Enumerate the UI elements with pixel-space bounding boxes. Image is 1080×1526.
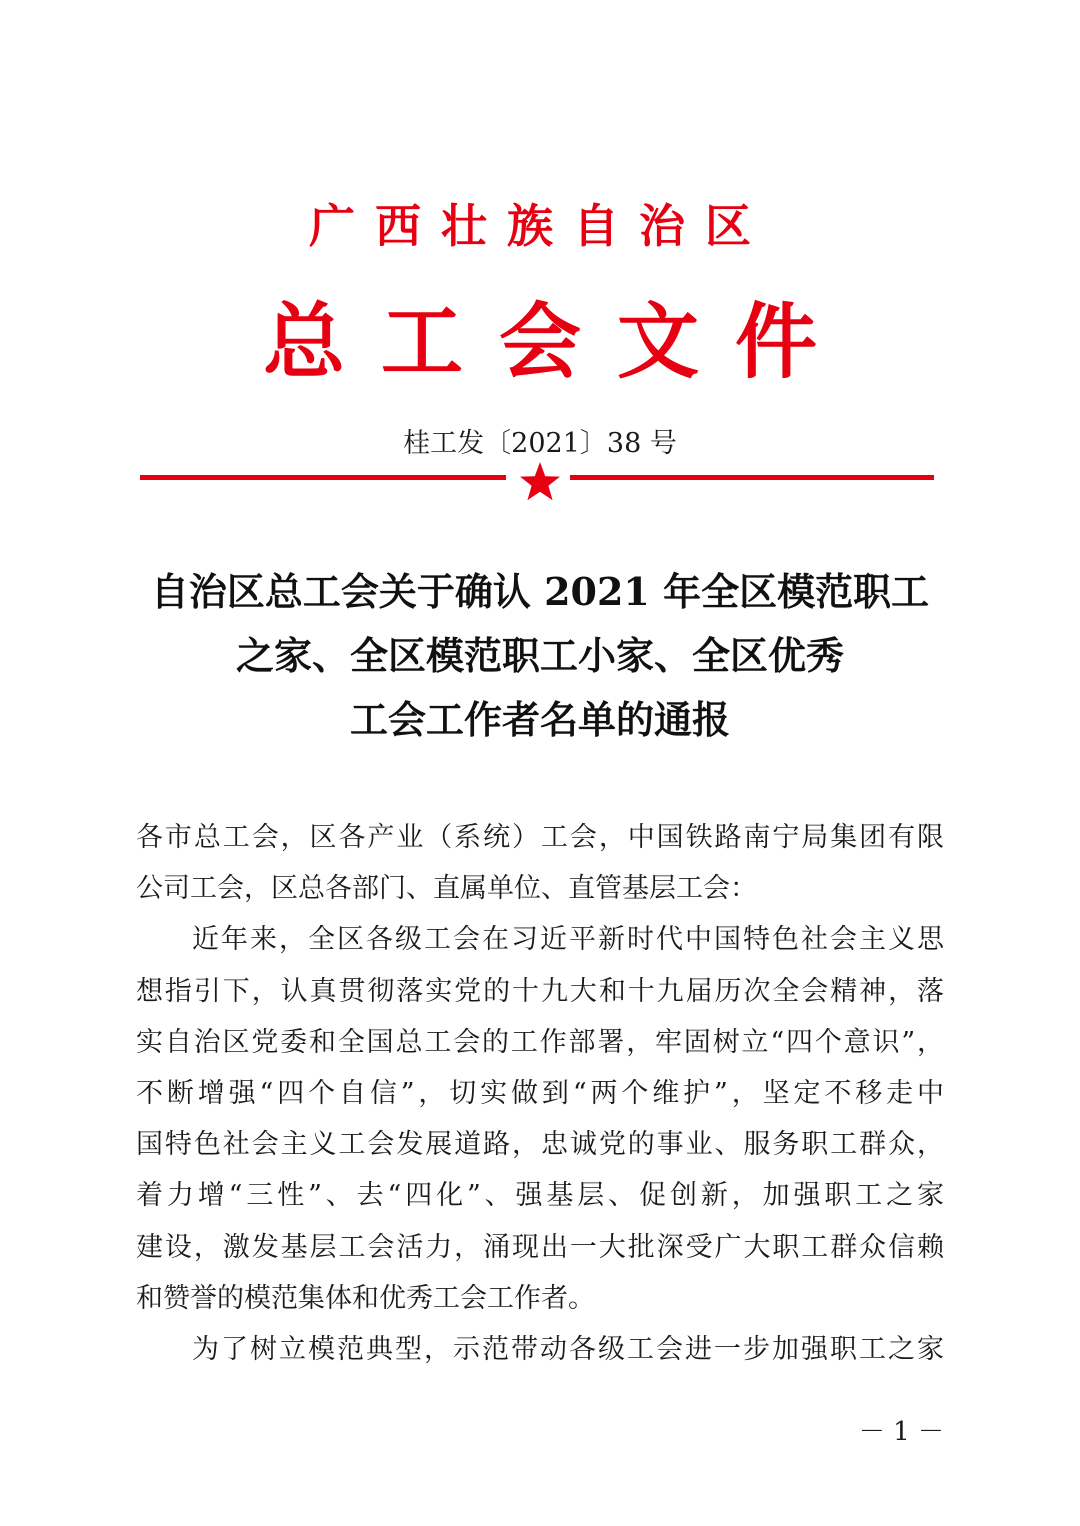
paragraph-line: 建设，激发基层工会活力，涌现出一大批深受广大职工群众信赖 <box>136 1231 944 1263</box>
title-line: 自治区总工会关于确认 2021 年全区模范职工 <box>150 569 930 614</box>
addressee-line: 公司工会，区总各部门、直属单位、直管基层工会： <box>136 873 757 905</box>
addressee-line: 各市总工会，区各产业（系统）工会，中国铁路南宁局集团有限 <box>136 822 944 853</box>
paragraph-line: 近年来，全区各级工会在习近平新时代中国特色社会主义思 <box>192 924 944 956</box>
paragraph-line: 实自治区党委和全国总工会的工作部署，牢固树立“四个意识”， <box>136 1026 944 1058</box>
page-number: － 1 － <box>858 1417 944 1447</box>
document-type: 总工会文件 <box>262 294 853 390</box>
paragraph-line: 为了树立模范典型，示范带动各级工会进一步加强职工之家 <box>192 1333 944 1365</box>
red-star-icon <box>518 460 562 504</box>
paragraph-line: 国特色社会主义工会发展道路，忠诚党的事业、服务职工群众， <box>136 1129 944 1161</box>
paragraph-line: 着力增“三性”、去“四化”、强基层、促创新，加强职工之家 <box>136 1180 944 1212</box>
paragraph-line: 想指引下，认真贯彻落实党的十九大和十九届历次全会精神，落 <box>136 975 944 1007</box>
document-number: 桂工发〔2021〕38 号 <box>403 428 677 459</box>
title-line: 工会工作者名单的通报 <box>349 697 730 742</box>
red-rule-left <box>140 475 506 480</box>
red-rule-right <box>570 475 934 480</box>
title-line: 之家、全区模范职工小家、全区优秀 <box>235 633 844 678</box>
paragraph-line: 和赞誉的模范集体和优秀工会工作者。 <box>136 1282 595 1314</box>
document-title <box>100 560 980 752</box>
issuer-name: 广西壮族自治区 <box>309 199 771 253</box>
document-body <box>136 812 944 1375</box>
paragraph-line: 不断增强“四个自信”，切实做到“两个维护”，坚定不移走中 <box>136 1077 944 1109</box>
